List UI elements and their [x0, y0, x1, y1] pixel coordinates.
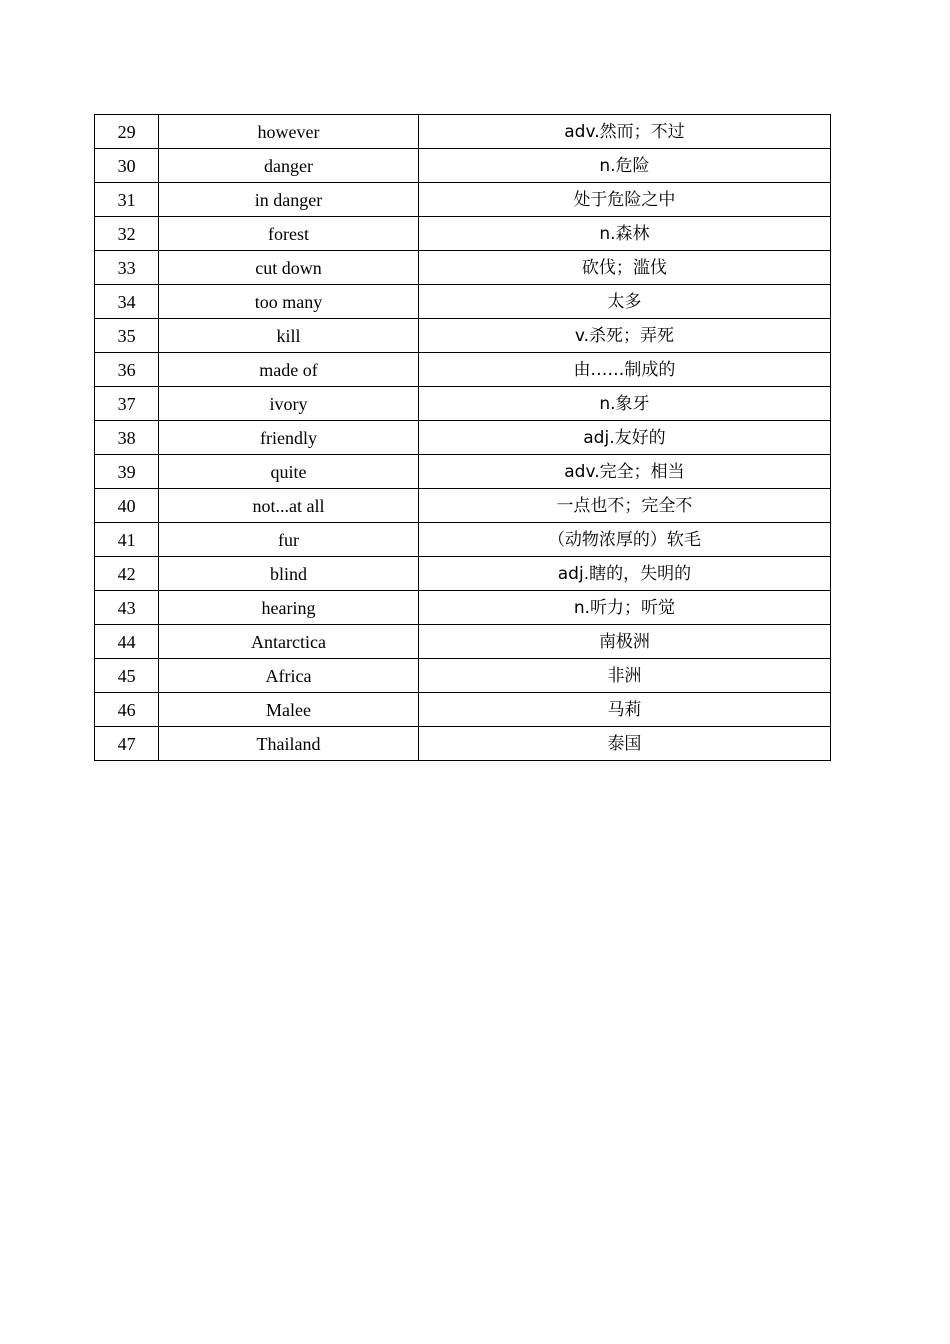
- chinese-meaning: adj.瞎的，失明的: [418, 557, 830, 591]
- table-row: [95, 421, 831, 455]
- table-row: [95, 727, 831, 761]
- table-row: [95, 523, 831, 557]
- chinese-meaning: n.象牙: [418, 387, 830, 421]
- english-word: danger: [159, 149, 419, 183]
- table-row: [95, 557, 831, 591]
- vocabulary-table: [94, 114, 831, 761]
- chinese-meaning: 处于危险之中: [418, 183, 830, 217]
- row-number: 44: [95, 625, 159, 659]
- chinese-meaning: adv.完全；相当: [418, 455, 830, 489]
- row-number: 30: [95, 149, 159, 183]
- english-word: Thailand: [159, 727, 419, 761]
- chinese-meaning: n.听力；听觉: [418, 591, 830, 625]
- row-number: 36: [95, 353, 159, 387]
- english-word: cut down: [159, 251, 419, 285]
- row-number: 39: [95, 455, 159, 489]
- english-word: Antarctica: [159, 625, 419, 659]
- table-row: [95, 149, 831, 183]
- chinese-meaning: 一点也不；完全不: [418, 489, 830, 523]
- row-number: 46: [95, 693, 159, 727]
- english-word: made of: [159, 353, 419, 387]
- english-word: quite: [159, 455, 419, 489]
- english-word: too many: [159, 285, 419, 319]
- row-number: 35: [95, 319, 159, 353]
- table-row: [95, 693, 831, 727]
- english-word: in danger: [159, 183, 419, 217]
- row-number: 29: [95, 115, 159, 149]
- chinese-meaning: 非洲: [418, 659, 830, 693]
- row-number: 34: [95, 285, 159, 319]
- table-row: [95, 115, 831, 149]
- row-number: 31: [95, 183, 159, 217]
- table-row: [95, 285, 831, 319]
- english-word: however: [159, 115, 419, 149]
- chinese-meaning: n.森林: [418, 217, 830, 251]
- row-number: 42: [95, 557, 159, 591]
- chinese-meaning: 太多: [418, 285, 830, 319]
- table-row: [95, 387, 831, 421]
- english-word: kill: [159, 319, 419, 353]
- chinese-meaning: adv.然而；不过: [418, 115, 830, 149]
- english-word: friendly: [159, 421, 419, 455]
- row-number: 45: [95, 659, 159, 693]
- chinese-meaning: （动物浓厚的）软毛: [418, 523, 830, 557]
- chinese-meaning: 马莉: [418, 693, 830, 727]
- table-row: [95, 455, 831, 489]
- table-row: [95, 591, 831, 625]
- english-word: forest: [159, 217, 419, 251]
- chinese-meaning: 砍伐；滥伐: [418, 251, 830, 285]
- table-row: [95, 353, 831, 387]
- row-number: 32: [95, 217, 159, 251]
- row-number: 37: [95, 387, 159, 421]
- chinese-meaning: n.危险: [418, 149, 830, 183]
- table-row: [95, 217, 831, 251]
- row-number: 43: [95, 591, 159, 625]
- english-word: Africa: [159, 659, 419, 693]
- english-word: not...at all: [159, 489, 419, 523]
- chinese-meaning: 泰国: [418, 727, 830, 761]
- row-number: 38: [95, 421, 159, 455]
- table-row: [95, 625, 831, 659]
- table-row: [95, 659, 831, 693]
- chinese-meaning: 由……制成的: [418, 353, 830, 387]
- row-number: 40: [95, 489, 159, 523]
- row-number: 33: [95, 251, 159, 285]
- english-word: Malee: [159, 693, 419, 727]
- table-row: [95, 183, 831, 217]
- table-row: [95, 489, 831, 523]
- chinese-meaning: v.杀死；弄死: [418, 319, 830, 353]
- table-row: [95, 319, 831, 353]
- row-number: 47: [95, 727, 159, 761]
- english-word: ivory: [159, 387, 419, 421]
- chinese-meaning: 南极洲: [418, 625, 830, 659]
- english-word: hearing: [159, 591, 419, 625]
- english-word: blind: [159, 557, 419, 591]
- table-row: [95, 251, 831, 285]
- chinese-meaning: adj.友好的: [418, 421, 830, 455]
- row-number: 41: [95, 523, 159, 557]
- english-word: fur: [159, 523, 419, 557]
